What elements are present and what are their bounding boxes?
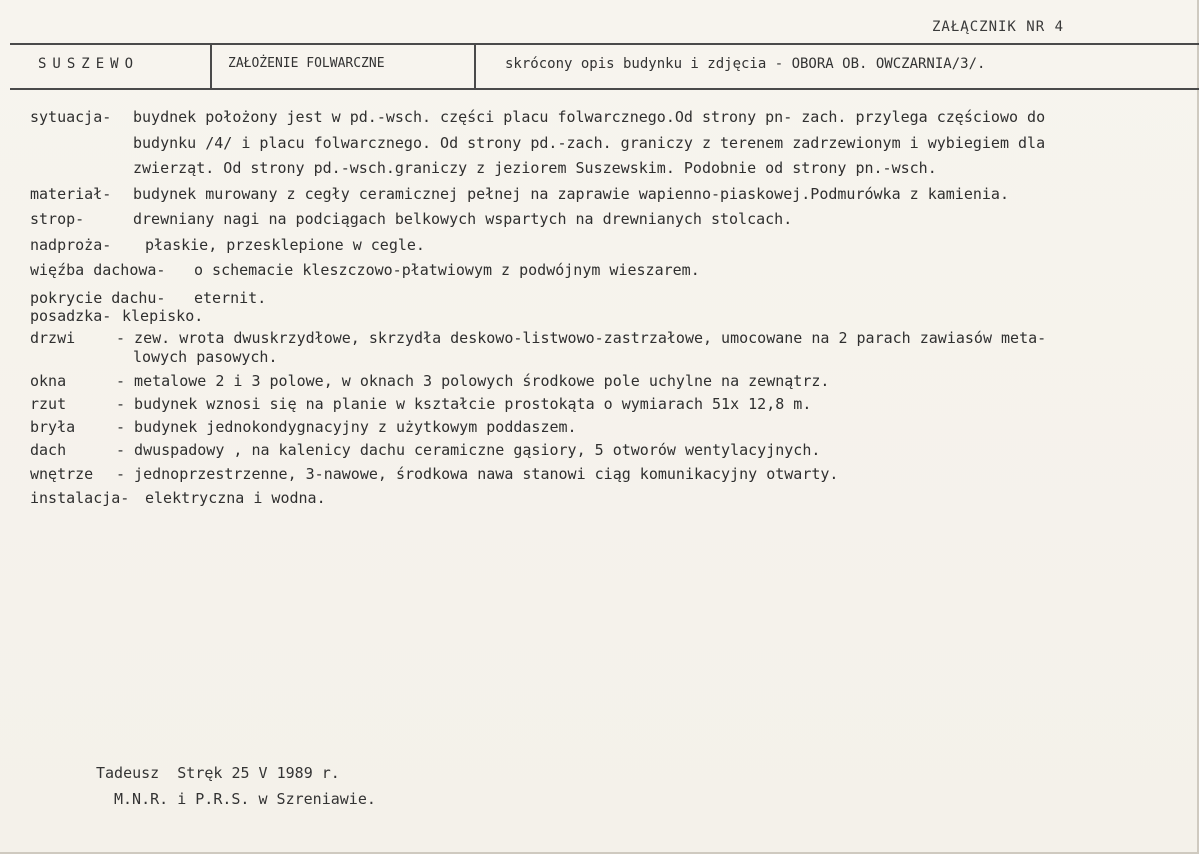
label-instalacja: instalacja- — [30, 489, 130, 507]
text-drzwi-1: - zew. wrota dwuskrzydłowe, skrzydła deskowo-listwowo-zastrzałowe, umocowane na 2 parach zawiasów meta- — [116, 329, 1047, 347]
label-drzwi: drzwi — [30, 329, 76, 347]
text-sytuacja-2: budynku /4/ i placu folwarcznego. Od strony pd.-zach. graniczy z terenem zadrzewionym i wybiegiem dla — [133, 134, 1046, 152]
text-dach: - dwuspadowy , na kalenicy dachu ceramiczne gąsiory, 5 otworów wentylacyjnych. — [116, 441, 821, 459]
label-bryla: bryła — [30, 418, 76, 436]
label-pokrycie: pokrycie dachu- — [30, 289, 166, 307]
site-type: ZAŁOŻENIE FOLWARCZNE — [228, 56, 385, 71]
text-wnetrze: - jednoprzestrzenne, 3-nawowe, środkowa nawa stanowi ciąg komunikacyjny otwarty. — [116, 465, 839, 483]
label-wiezba: więźba dachowa- — [30, 261, 166, 279]
text-wiezba: o schemacie kleszczowo-płatwiowym z podwójnym wieszarem. — [194, 261, 700, 279]
text-posadzka: klepisko. — [122, 307, 204, 325]
author-date: Tadeusz Stręk 25 V 1989 r. — [96, 764, 340, 782]
text-drzwi-2: lowych pasowych. — [133, 348, 278, 366]
text-sytuacja-1: buydnek położony jest w pd.-wsch. części placu folwarcznego.Od strony pn- zach. przylega częściowo do — [133, 108, 1046, 126]
text-bryla: - budynek jednokondygnacyjny z użytkowym poddaszem. — [116, 418, 577, 436]
label-nadproza: nadproża- — [30, 236, 112, 254]
text-strop: drewniany nagi na podciągach belkowych wspartych na drewnianych stolcach. — [133, 210, 793, 228]
institution: M.N.R. i P.R.S. w Szreniawie. — [114, 790, 376, 808]
header-bottom-rule — [10, 88, 1199, 90]
text-nadproza: płaskie, przesklepione w cegle. — [145, 236, 425, 254]
village-name: SUSZEWO — [38, 56, 140, 72]
text-sytuacja-3: zwierząt. Od strony pd.-wsch.graniczy z jeziorem Suszewskim. Podobnie od strony pn.-wsch. — [133, 159, 937, 177]
label-sytuacja: sytuacja- — [30, 108, 112, 126]
text-rzut: - budynek wznosi się na planie w kształcie prostokąta o wymiarach 51x 12,8 m. — [116, 395, 812, 413]
label-wnetrze: wnętrze — [30, 465, 94, 483]
building-description-title: skrócony opis budynku i zdjęcia - OBORA OB. OWCZARNIA/3/. — [505, 56, 986, 72]
label-posadzka: posadzka- — [30, 307, 112, 325]
header-divider-2 — [474, 44, 476, 89]
annex-number: ZAŁĄCZNIK NR 4 — [932, 19, 1065, 35]
header-top-rule — [10, 43, 1199, 45]
label-material: materiał- — [30, 185, 112, 203]
label-rzut: rzut — [30, 395, 67, 413]
text-instalacja: elektryczna i wodna. — [145, 489, 326, 507]
label-dach: dach — [30, 441, 67, 459]
text-material: budynek murowany z cegły ceramicznej pełnej na zaprawie wapienno-piaskowej.Podmurówka z kamienia. — [133, 185, 1009, 203]
text-pokrycie: eternit. — [194, 289, 267, 307]
label-okna: okna — [30, 372, 67, 390]
header-divider-1 — [210, 44, 212, 89]
text-okna: - metalowe 2 i 3 polowe, w oknach 3 polowych środkowe pole uchylne na zewnątrz. — [116, 372, 830, 390]
label-strop: strop- — [30, 210, 85, 228]
